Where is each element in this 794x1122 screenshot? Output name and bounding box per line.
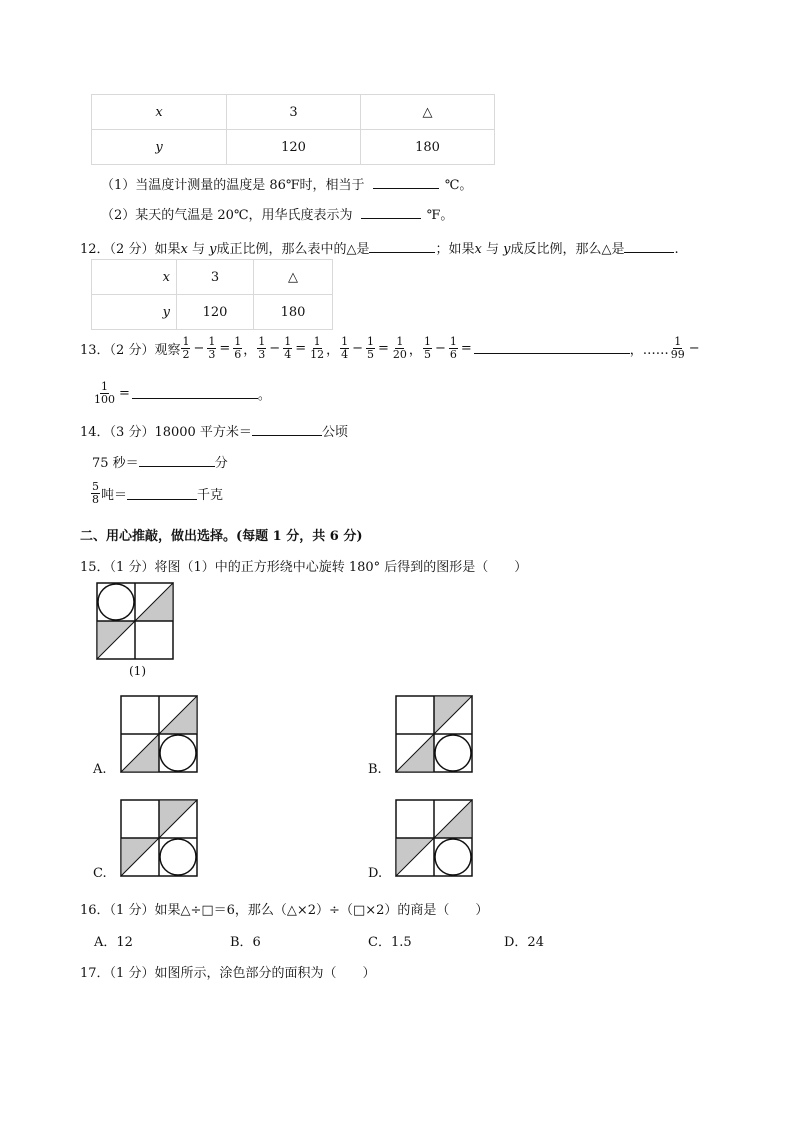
question-16: 16．（1 分）如果△÷□＝6，那么（△×2）÷（□×2）的商是（ ） (80, 903, 489, 918)
answer-blank[interactable] (373, 176, 439, 189)
question-13: 13．（2 分）观察 $\frac{1}{2}$ − $\frac{1}{3}$ = $\frac{1}{6}$ ， $\frac{1}{3}$ − $\frac{1}{4}$ = $\frac{1}{12}$ ， $\frac{1}{4}$ − $\frac{1}{5}$ = $\frac{1}{20}$ ， $\frac{1}{5}$ − $\frac{1}{6}$ = ，…… $\frac{1}{99}$ − (80, 335, 700, 361)
question-14-line2: 75 秒＝ 分 (92, 456, 228, 471)
table-cell: x (92, 260, 177, 295)
fraction: $\frac{1}{5}$ (423, 335, 431, 361)
fraction: $\frac{1}{20}$ (392, 335, 407, 361)
q11-sub1: （1）当温度计测量的温度是 86℉时，相当于 ℃。 (101, 178, 473, 193)
fraction: $\frac{1}{4}$ (341, 335, 349, 361)
option-b-figure[interactable] (395, 695, 473, 773)
table-cell: y (92, 295, 177, 330)
answer-blank[interactable] (127, 487, 197, 500)
table-xy-top (91, 94, 495, 165)
option-d-figure[interactable] (395, 799, 473, 877)
fraction: $\frac{1}{5}$ (367, 335, 375, 361)
fraction: $\frac{5}{8}$ (92, 480, 99, 506)
table-xy-q12 (91, 259, 333, 330)
table-cell: 180 (361, 130, 495, 165)
table-cell: 3 (177, 260, 254, 295)
question-13-cont: $\frac{1}{100}$ = 。 (94, 380, 271, 406)
fraction: $\frac{1}{4}$ (284, 335, 292, 361)
figure-caption: (1) (129, 664, 146, 678)
fraction: $\frac{1}{12}$ (310, 335, 325, 361)
table-cell: 180 (254, 295, 333, 330)
fraction: $\frac{1}{3}$ (258, 335, 266, 361)
table-cell: x (92, 95, 227, 130)
option-b-label[interactable]: B. (368, 762, 382, 777)
answer-blank[interactable] (369, 240, 435, 253)
question-14-line3: $\frac{5}{8}$ 吨＝ 千克 (92, 480, 224, 506)
option-a-figure[interactable] (120, 695, 198, 773)
answer-blank[interactable] (139, 454, 215, 467)
option-a[interactable]: A．12 (94, 935, 133, 950)
option-d-label[interactable]: D. (368, 866, 383, 881)
table-cell: △ (361, 95, 495, 130)
answer-blank[interactable] (624, 240, 674, 253)
answer-blank[interactable] (252, 423, 322, 436)
question-14-line1: 14．（3 分）18000 平方米＝ 公顷 (80, 425, 348, 440)
table-cell: 3 (227, 95, 361, 130)
table-cell: 120 (177, 295, 254, 330)
option-a-label[interactable]: A. (93, 762, 107, 777)
answer-blank[interactable] (132, 388, 258, 399)
table-cell: y (92, 130, 227, 165)
option-c-figure[interactable] (120, 799, 198, 877)
fraction: $\frac{1}{6}$ (234, 335, 242, 361)
answer-blank[interactable] (361, 206, 421, 219)
q11-sub2: （2）某天的气温是 20℃，用华氏度表示为 ℉。 (101, 208, 454, 223)
option-c[interactable]: C．1.5 (368, 935, 412, 950)
section-heading: 二、用心推敲，做出选择。(每题 1 分，共 6 分) (80, 529, 363, 544)
fraction: $\frac{1}{2}$ (182, 335, 190, 361)
fraction: $\frac{1}{99}$ (670, 335, 685, 361)
answer-blank[interactable] (474, 343, 630, 354)
question-17: 17．（1 分）如图所示，涂色部分的面积为（ ） (80, 966, 376, 981)
fraction: $\frac{1}{3}$ (208, 335, 216, 361)
fraction: $\frac{1}{6}$ (449, 335, 457, 361)
fraction: $\frac{1}{100}$ (94, 380, 115, 406)
option-c-label[interactable]: C. (93, 866, 107, 881)
figure-1 (96, 582, 176, 660)
option-d[interactable]: D．24 (504, 935, 544, 950)
table-cell: 120 (227, 130, 361, 165)
question-15: 15．（1 分）将图（1）中的正方形绕中心旋转 180° 后得到的图形是（ ） (80, 560, 528, 575)
option-b[interactable]: B．6 (230, 935, 261, 950)
table-cell: △ (254, 260, 333, 295)
question-12: 12．（2 分）如果x 与 y成正比例，那么表中的△是 ；如果x 与 y成反比例，那么△是 . (80, 242, 679, 257)
